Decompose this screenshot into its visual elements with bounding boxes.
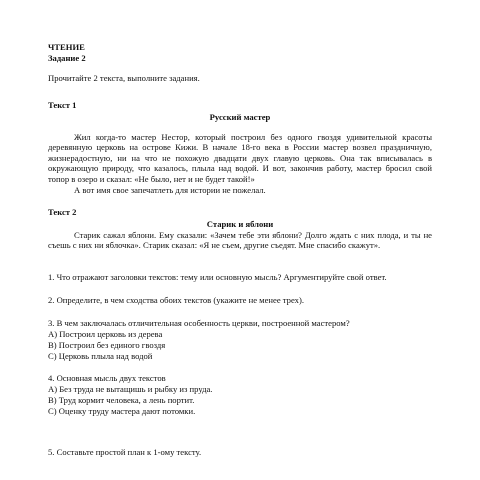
text1-closing: А вот имя свое запечатлеть для истории не пожелал. — [74, 185, 266, 195]
text1-label: Текст 1 — [48, 100, 77, 110]
question-4-option-b: В) Труд кормит человека, а лень портит. — [48, 395, 195, 405]
text2-title: Старик и яблони — [206, 219, 274, 229]
question-4-option-a: А) Без труда не вытащишь и рыбку из пруда. — [48, 384, 213, 394]
question-5: 5. Составьте простой план к 1-ому тексту. — [48, 447, 202, 457]
question-3: 3. В чем заключалась отличительная особенность церкви, построенной мастером? — [48, 318, 350, 328]
question-3-option-c: С) Церковь плыла над водой — [48, 351, 153, 361]
section-heading: ЧТЕНИЕ — [48, 42, 85, 52]
question-4-option-c: С) Оценку труду мастера дают потомки. — [48, 406, 196, 416]
text1-title: Русский мастер — [209, 112, 271, 122]
question-3-option-b: В) Построил без единого гвоздя — [48, 340, 166, 350]
question-4: 4. Основная мысль двух текстов — [48, 373, 166, 383]
task-heading: Задание 2 — [48, 53, 86, 63]
text2-label: Текст 2 — [48, 207, 77, 217]
question-3-option-a: А) Построил церковь из дерева — [48, 329, 163, 339]
text2-body: Старик сажал яблони. Ему сказали: «Зачем тебе эти яблони? Долго ждать с них плода, и ты не съешь с них ни яблочка». Старик сказал: «Я не съем, другие съедят. Мне спасибо скажут». — [48, 230, 432, 251]
text1-body: Жил когда-то мастер Нестор, который построил без одного гвоздя удивительной красоты деревянную церковь на острове Кижи. В начале 18-го века в России мастер возвел праздничную, жизнерадостную, ни на что не похожую двадцати двух главую церковь. Она так вписывалась в окружающую природу, что казалось, плыла над водой. И вот, закончив работу, мастер бросил свой топор в озеро и сказал: «Не было, нет и не будет такой!» — [48, 132, 432, 184]
question-2: 2. Определите, в чем сходства обоих текстов (укажите не менее трех). — [48, 295, 304, 305]
question-1: 1. Что отражают заголовки текстов: тему или основную мысль? Аргументируйте свой ответ. — [48, 272, 387, 282]
instruction-text: Прочитайте 2 текста, выполните задания. — [48, 73, 200, 83]
